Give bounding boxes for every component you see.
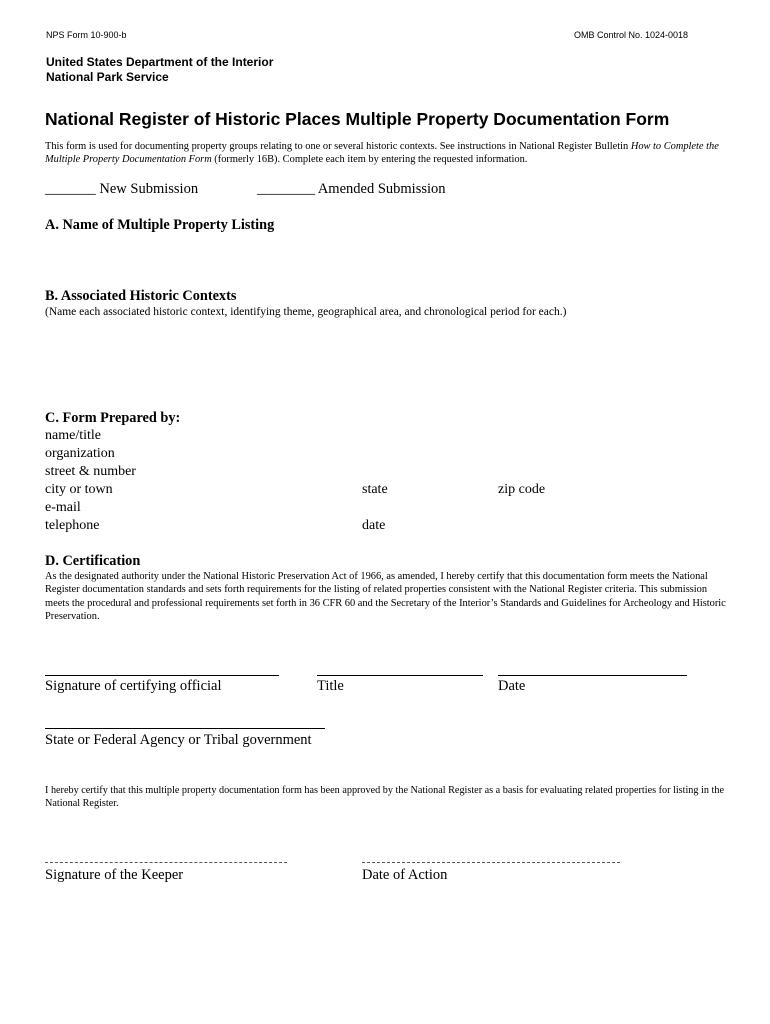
approval-text: I hereby certify that this multiple property documentation form has been approved by the National Register as a basis for evaluating related properties for listing in the National Register.: [45, 785, 724, 810]
certification-text: As the designated authority under the National Historic Preservation Act of 1966, as amended, I hereby certify that this documentation form meets the National Register documentation standards and sets forth requirements for the listing of related properties consistent with the National Register criteria. This submission meets the procedural and professional requirements set forth in 36 CFR 60 and the Secretary of the Interior’s Standards and Guidelines for Archeology and Historic Preservation.: [45, 571, 726, 623]
section-a-heading: A. Name of Multiple Property Listing: [45, 217, 275, 233]
street-number-field[interactable]: street & number: [45, 464, 136, 479]
section-d-heading: D. Certification: [45, 553, 141, 569]
date-line[interactable]: [498, 675, 687, 676]
section-b-heading: B. Associated Historic Contexts: [45, 288, 237, 304]
date-of-action-line[interactable]: [362, 862, 620, 863]
intro-text-part-2: (formerly 16B). Complete each item by entering the requested information.: [211, 154, 528, 166]
state-field[interactable]: state: [362, 482, 388, 497]
date-field[interactable]: date: [362, 518, 386, 533]
omb-control-number: OMB Control No. 1024-0018: [574, 30, 689, 40]
page-title: National Register of Historic Places Multiple Property Documentation Form: [45, 109, 670, 129]
bulletin-title: How to Complete the Multiple Property Documentation Form: [45, 141, 719, 166]
agency-label: State or Federal Agency or Tribal government: [45, 732, 312, 748]
keeper-label: Signature of the Keeper: [45, 867, 184, 883]
form-number: NPS Form 10-900-b: [46, 30, 127, 40]
name-title-field[interactable]: name/title: [45, 428, 101, 443]
intro-text: [45, 140, 729, 167]
organization-field[interactable]: organization: [45, 446, 115, 461]
signature-line[interactable]: [45, 675, 279, 676]
date-label: Date: [498, 678, 526, 694]
keeper-signature-line[interactable]: [45, 862, 287, 863]
title-label: Title: [317, 678, 344, 694]
telephone-field[interactable]: telephone: [45, 518, 100, 533]
signature-label: Signature of certifying official: [45, 678, 222, 694]
amended-submission-field[interactable]: ________ Amended Submission: [257, 181, 446, 197]
department-name: United States Department of the Interior: [46, 55, 274, 69]
service-name: National Park Service: [46, 70, 169, 84]
zip-code-field[interactable]: zip code: [498, 482, 546, 497]
date-of-action-label: Date of Action: [362, 867, 448, 883]
title-line[interactable]: [317, 675, 483, 676]
agency-line[interactable]: [45, 728, 325, 729]
city-town-field[interactable]: city or town: [45, 482, 113, 497]
section-c-heading: C. Form Prepared by:: [45, 410, 181, 426]
email-field[interactable]: e-mail: [45, 500, 81, 515]
intro-text-part-1: This form is used for documenting property groups relating to one or several historic contexts. See instructions in National Register Bulletin: [45, 141, 631, 152]
new-submission-field[interactable]: _______ New Submission: [45, 181, 199, 197]
section-b-note: (Name each associated historic context, identifying theme, geographical area, and chronological period for each.): [45, 306, 567, 318]
